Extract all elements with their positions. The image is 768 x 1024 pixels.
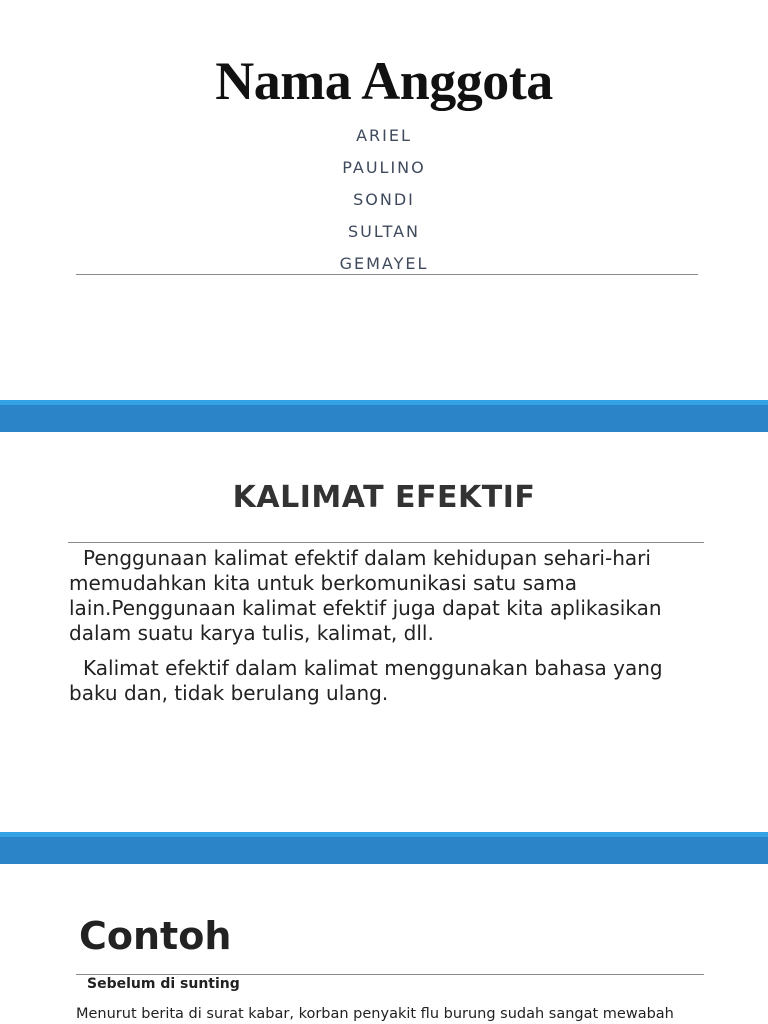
- subheading: Sebelum di sunting: [87, 976, 240, 992]
- slide-title: KALIMAT EFEKTIF: [232, 480, 536, 515]
- paragraph: Penggunaan kalimat efektif dalam kehidupan sehari-hari memudahkan kita untuk berkomunikasi satu sama lain.Penggunaan kalimat efektif juga dapat kita aplikasikan dalam suatu karya tulis, kalimat, dll.: [69, 546, 662, 645]
- slide-separator: [0, 832, 768, 864]
- slide-separator: [0, 400, 768, 432]
- paragraph: Kalimat efektif dalam kalimat menggunakan bahasa yang baku dan, tidak berulang ulang.: [69, 656, 663, 705]
- divider: [76, 274, 698, 275]
- member-name: ARIEL: [356, 126, 412, 145]
- member-list: [0, 124, 768, 284]
- slide-title: Nama Anggota: [215, 51, 553, 111]
- slide-title: Contoh: [79, 914, 232, 958]
- example-text: Menurut berita di surat kabar, korban penyakit flu burung sudah sangat mewabah: [76, 1006, 674, 1022]
- member-name: GEMAYEL: [339, 254, 429, 273]
- member-name: SONDI: [353, 190, 415, 209]
- divider: [68, 542, 704, 543]
- slide-body: [69, 546, 709, 716]
- slide-kalimat-efektif: [0, 432, 768, 832]
- member-name: PAULINO: [342, 158, 426, 177]
- divider: [76, 974, 704, 975]
- slide-contoh: [0, 864, 768, 1024]
- slide-members: [0, 0, 768, 400]
- member-name: SULTAN: [347, 222, 421, 241]
